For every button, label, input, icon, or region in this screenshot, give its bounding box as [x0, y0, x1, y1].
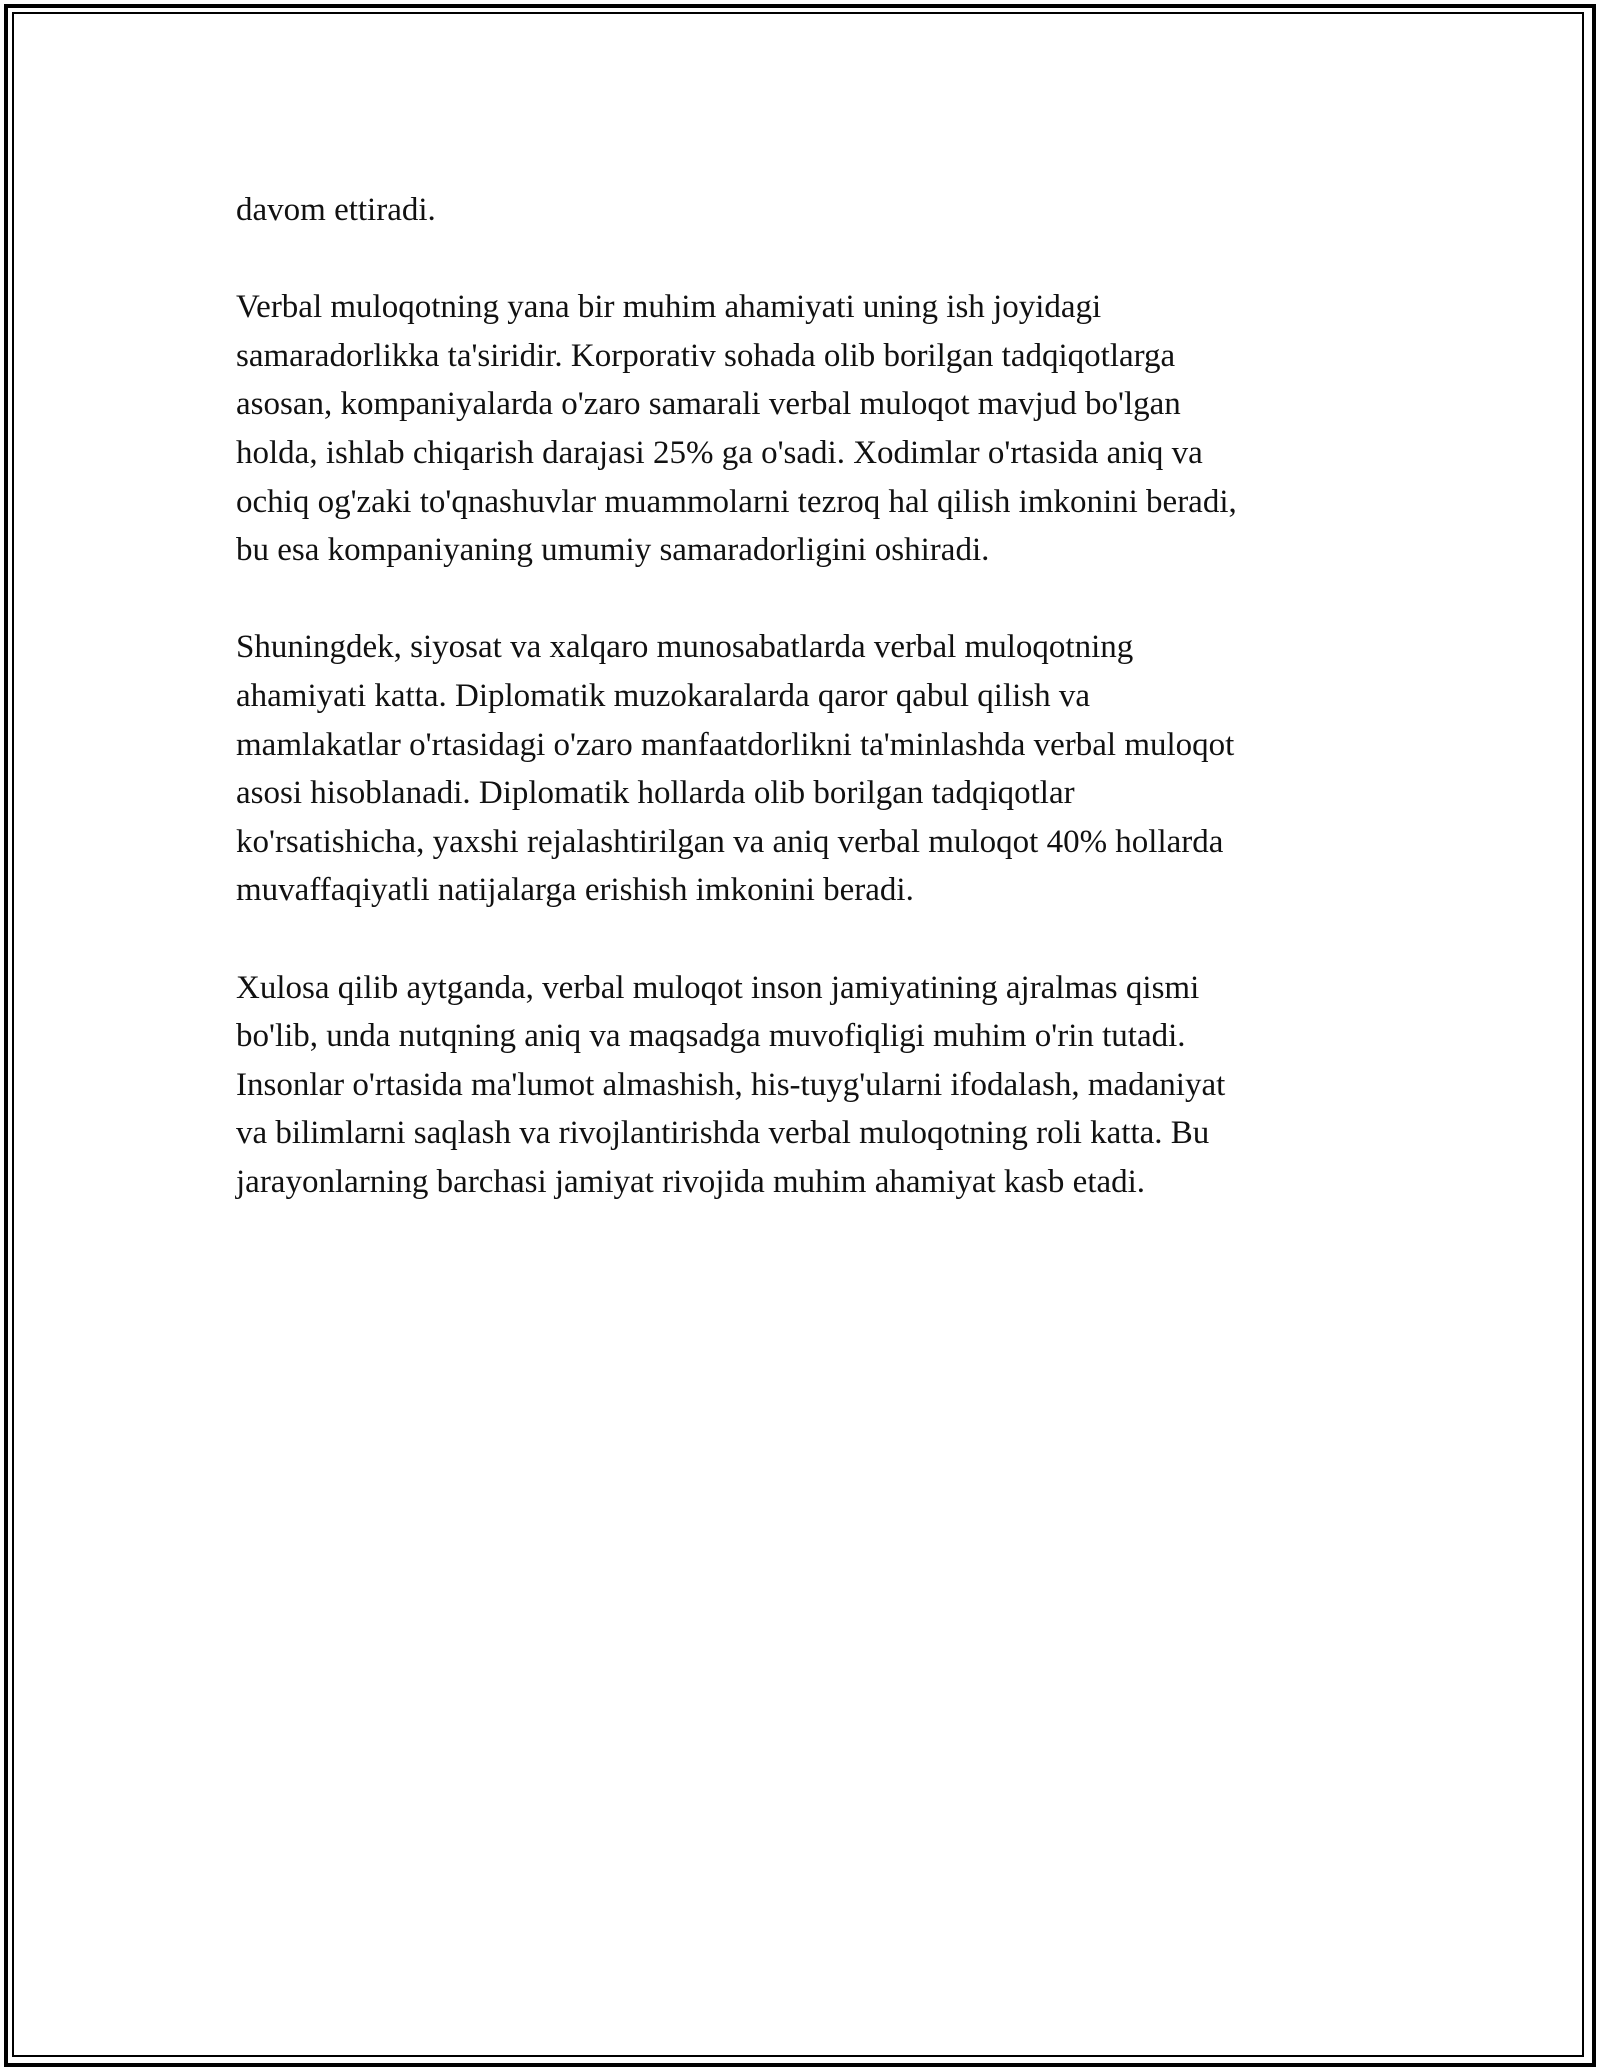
- paragraph-workplace-efficiency: Verbal muloqotning yana bir muhim ahamiyati uning ish joyidagi samaradorlikka ta'siridir. Korporativ sohada olib borilgan tadqiqotlarga asosan, kompaniyalarda o'zaro samarali verbal muloqot mavjud bo'lgan holda, ishlab chiqarish darajasi 25% ga o'sadi. Xodimlar o'rtasida aniq va ochiq og'zaki to'qnashuvlar muammolarni tezroq hal qilish imkonini beradi, bu esa kompaniyaning umumiy samaradorligini oshiradi.: [236, 289, 1237, 569]
- paragraph-continuation: davom ettiradi.: [236, 192, 436, 228]
- paragraph-conclusion: Xulosa qilib aytganda, verbal muloqot inson jamiyatining ajralmas qismi bo'lib, unda nutqning aniq va maqsadga muvofiqligi muhim o'rin tutadi. Insonlar o'rtasida ma'lumot almashish, his-tuyg'ularni ifodalash, madaniyat va bilimlarni saqlash va rivojlantirishda verbal muloqotning roli katta. Bu jarayonlarning barchasi jamiyat rivojida muhim ahamiyat kasb etadi.: [236, 969, 1226, 1200]
- document-body: [236, 186, 1366, 1255]
- paragraph-politics-diplomacy: Shuningdek, siyosat va xalqaro munosabatlarda verbal muloqotning ahamiyati katta. Diplomatik muzokaralarda qaror qabul qilish va mamlakatlar o'rtasidagi o'zaro manfaatdorlikni ta'minlashda verbal muloqot asosi hisoblanadi. Diplomatik hollarda olib borilgan tadqiqotlar ko'rsatishicha, yaxshi rejalashtirilgan va aniq verbal muloqot 40% hollarda muvaffaqiyatli natijalarga erishish imkonini beradi.: [236, 629, 1235, 909]
